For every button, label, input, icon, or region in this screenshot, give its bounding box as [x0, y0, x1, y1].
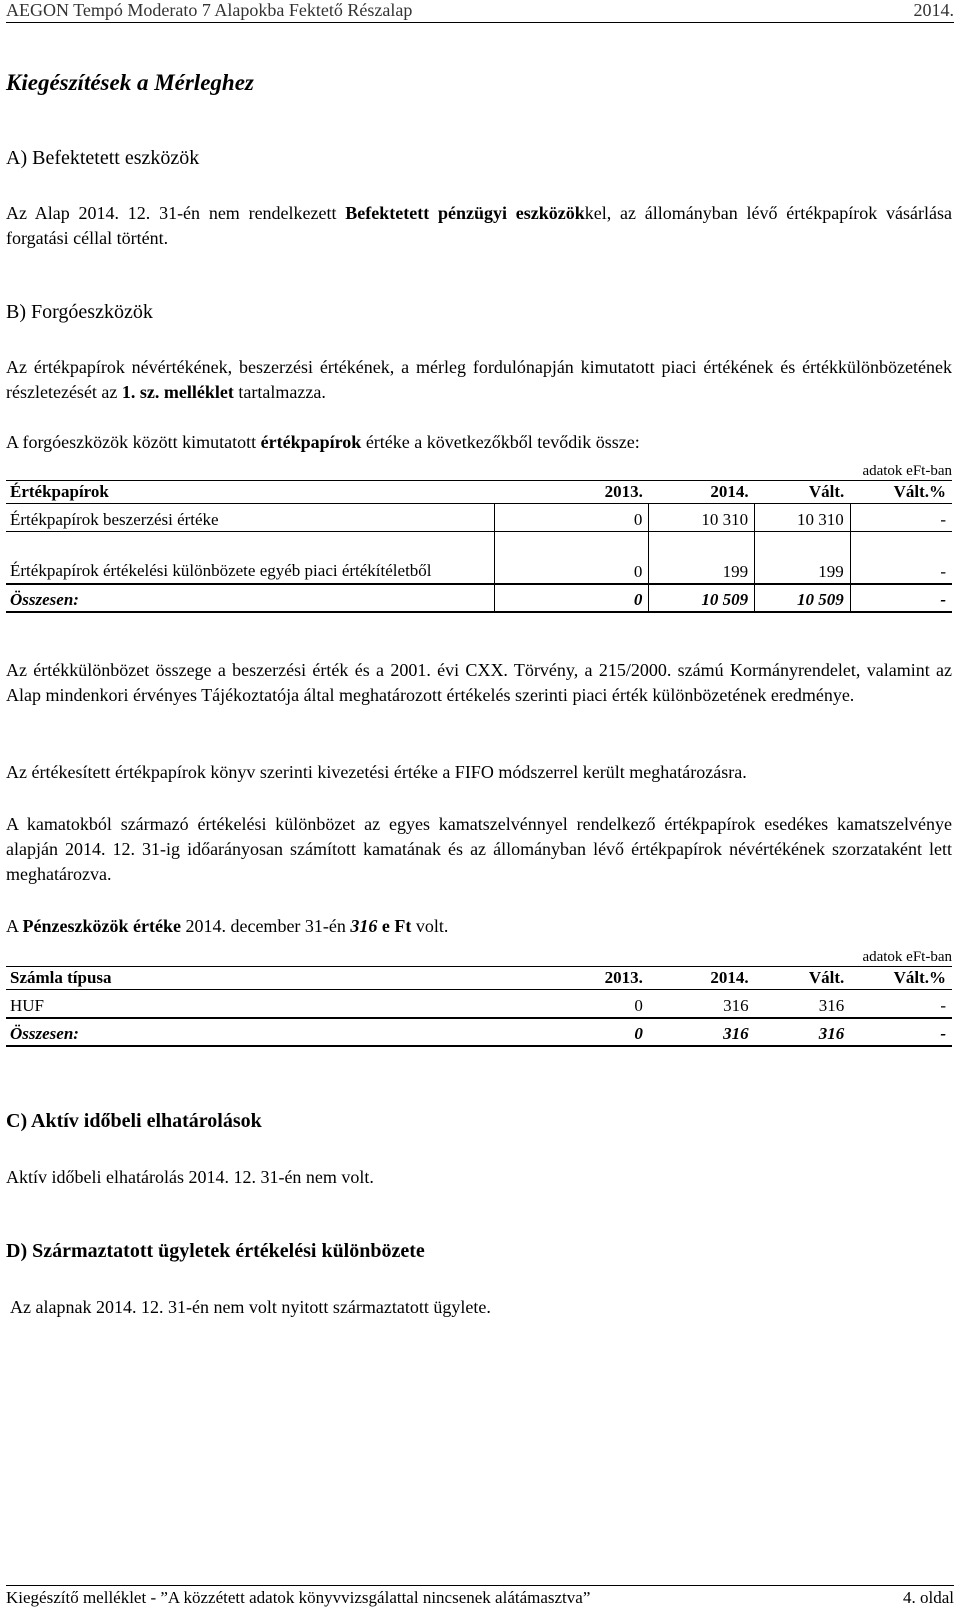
col-header-change: Vált. [808, 482, 845, 501]
col-header-securities: Értékpapírok [10, 482, 109, 501]
table2-unit-note: adatok eFt-ban [862, 949, 952, 965]
col-header-2014: 2014. [710, 968, 749, 987]
col-header-account-type: Számla típusa [10, 968, 112, 987]
section-d-title: D) Származtatott ügyletek értékelési különbözete [6, 1240, 425, 1262]
col-header-2013: 2013. [604, 968, 643, 987]
accounts-table [6, 966, 952, 1047]
securities-table [6, 480, 952, 613]
table-header-row [6, 967, 952, 990]
cash-value-paragraph: A Pénzeszközök értéke 2014. december 31-én 316 e Ft volt. [6, 916, 449, 936]
col-header-change-pct: Vált.% [893, 482, 946, 501]
footer-note: Kiegészítő melléklet - ”A közzétett adatok könyvvizsgálattal nincsenek alátámasztva” [6, 1588, 591, 1607]
table-header-row [6, 481, 952, 504]
document-title: Kiegészítések a Mérleghez [6, 70, 254, 95]
section-b-title: B) Forgóeszközök [6, 301, 153, 323]
section-a-text: Az Alap 2014. 12. 31-én nem rendelkezett Befektetett pénzügyi eszközökkel, az állományban lévő értékpapírok vásárlása forgatási céllal történt. [6, 203, 952, 248]
section-b-paragraph-1: Az értékpapírok névértékének, beszerzési értékének, a mérleg fordulónapján kimutatott piaci értékének és értékkülönbözetének részletezését az 1. sz. melléklet tartalmazza. [6, 357, 952, 402]
col-header-2013: 2013. [604, 482, 643, 501]
page-header [6, 0, 954, 23]
col-header-change-pct: Vált.% [893, 968, 946, 987]
table-total-row: Összesen: 0 10 509 10 509 - [6, 584, 952, 612]
section-a-title: A) Befektetett eszközök [6, 147, 200, 169]
section-c-text: Aktív időbeli elhatárolás 2014. 12. 31-én nem volt. [6, 1167, 374, 1187]
header-year: 2014. [913, 0, 954, 20]
securities-table-wrapper [6, 480, 952, 613]
section-b-paragraph-2: A forgóeszközök között kimutatott értékpapírok értéke a következőkből tevődik össze: [6, 432, 640, 452]
valuation-difference-paragraph: Az értékkülönbözet összege a beszerzési érték és a 2001. évi CXX. Törvény, a 215/2000. számú Kormányrendelet, valamint az Alap mindenkori érvényes Tájékoztatója által meghatározott értékelés szerinti piaci érték különbözetének eredménye. [6, 660, 952, 705]
col-header-2014: 2014. [710, 482, 749, 501]
table1-unit-note: adatok eFt-ban [862, 463, 952, 479]
table-row: Értékpapírok értékelési különbözete egyéb piaci értékítéletből 0 199 199 - [6, 532, 952, 584]
interest-paragraph: A kamatokból származó értékelési különbözet az egyes kamatszelvénnyel rendelkező értékpapírok esedékes kamatszelvénye alapján 2014. 12. 31-ig időarányosan számított kamatának és az állományban lévő értékpapírok névértékének szorzataként lett meghatározva. [6, 814, 952, 884]
section-d-text: Az alapnak 2014. 12. 31-én nem volt nyitott származtatott ügylete. [10, 1297, 491, 1317]
table-total-row: Összesen: 0 316 316 - [6, 1018, 952, 1046]
accounts-table-wrapper [6, 966, 952, 1047]
section-c-title: C) Aktív időbeli elhatárolások [6, 1110, 262, 1132]
col-header-change: Vált. [808, 968, 845, 987]
footer-page-number: 4. oldal [903, 1588, 954, 1607]
page-footer [6, 1585, 954, 1610]
fifo-paragraph: Az értékesített értékpapírok könyv szerinti kivezetési értéke a FIFO módszerrel került meghatározásra. [6, 762, 747, 782]
table-row: HUF 0 316 316 - [6, 990, 952, 1018]
table-row: Értékpapírok beszerzési értéke 0 10 310 10 310 - [6, 504, 952, 532]
header-fund-name: AEGON Tempó Moderato 7 Alapokba Fektető Részalap [6, 0, 413, 20]
